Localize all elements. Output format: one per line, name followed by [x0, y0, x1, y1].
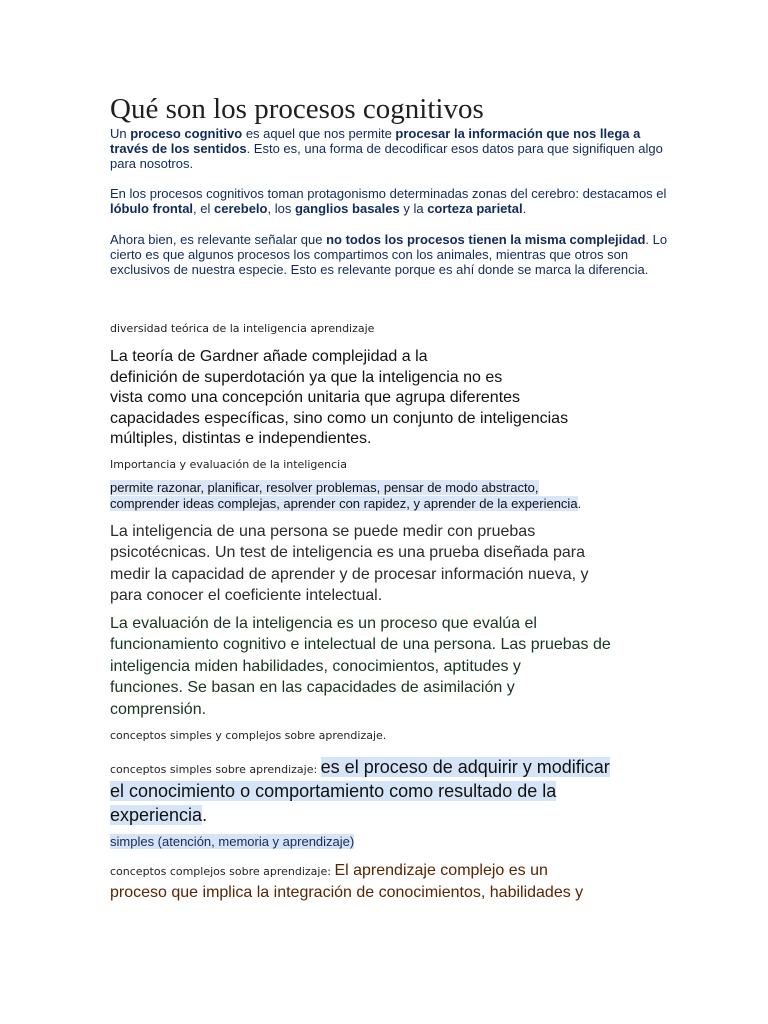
- intro-paragraph-3: [110, 232, 670, 277]
- complejos-paragraph: [110, 860, 670, 904]
- label-conceptos: conceptos simples y complejos sobre aprendizaje.: [110, 729, 387, 742]
- bold-text: procesar la información que nos llega a través de los sentidos: [110, 126, 641, 156]
- simples-label: conceptos simples sobre aprendizaje:: [110, 763, 321, 776]
- text-run: y la: [399, 201, 428, 216]
- text-run: Un: [110, 126, 131, 141]
- text-run: es aquel que nos permite: [242, 126, 396, 141]
- complejos-definition: El aprendizaje complejo es un proceso que implica la integración de conocimientos, habilidades y: [110, 862, 584, 901]
- simples-definition: es el proceso de adquirir y modificar el conocimiento o comportamiento como resultado de la experiencia: [110, 757, 610, 825]
- bold-text: cerebelo: [214, 201, 268, 216]
- simples-end: .: [202, 805, 208, 825]
- bold-text: ganglios basales: [294, 201, 400, 216]
- text-run: . Lo cierto es que algunos procesos los compartimos con los animales, mientras que otros son exclusivos de nuestra especie. Esto es relevante porque es ahí donde se marca la diferencia.: [110, 232, 668, 277]
- text-run: . Esto es, una forma de decodificar esos datos para que signifiquen algo para nosotros.: [110, 141, 663, 171]
- text-run: , los: [267, 201, 295, 216]
- permite-highlight: permite razonar, planificar, resolver problemas, pensar de modo abstracto, comprender ideas complejas, aprender con rapidez, y aprender de la experiencia: [110, 479, 578, 511]
- intro-paragraph-1: [110, 126, 670, 171]
- complejos-label: conceptos complejos sobre aprendizaje:: [110, 865, 335, 878]
- medir-paragraph: La inteligencia de una persona se puede medir con pruebas psicotécnicas. Un test de inteligencia es una prueba diseñada para medir la capacidad de aprender y de procesar información nueva, y para conocer el coeficiente intelectual.: [110, 522, 589, 604]
- label-importancia: Importancia y evaluación de la inteligencia: [110, 457, 347, 471]
- permite-end: .: [577, 495, 582, 511]
- simples-paragraph: [110, 756, 670, 828]
- document-page: [110, 92, 670, 904]
- text-run: , el: [193, 201, 215, 216]
- gardner-paragraph: La teoría de Gardner añade complejidad a la definición de superdotación ya que la inteligencia no es vista como una concepción unitaria que agrupa diferentes capacidades específicas, sino como un conjunto de inteligencias múltiples, distintas e independientes.: [110, 348, 569, 447]
- text-run: .: [522, 201, 527, 216]
- bold-text: corteza parietal: [427, 201, 523, 216]
- bold-text: proceso cognitivo: [130, 126, 243, 141]
- text-run: Ahora bien, es relevante señalar que: [110, 232, 327, 247]
- text-run: En los procesos cognitivos toman protagonismo determinadas zonas del cerebro: destacamos el: [110, 186, 667, 201]
- simples-paren-paragraph: [110, 833, 670, 851]
- evaluacion-paragraph: La evaluación de la inteligencia es un proceso que evalúa el funcionamiento cognitivo e intelectual de una persona. Las pruebas de inteligencia miden habilidades, conocimientos, aptitudes y funciones. Se basan en las capacidades de asimilación y comprensión.: [110, 614, 611, 718]
- simples-paren: simples (atención, memoria y aprendizaje): [110, 834, 355, 849]
- label-diversidad: diversidad teórica de la inteligencia aprendizaje: [110, 322, 375, 335]
- page-title: Qué son los procesos cognitivos: [110, 93, 484, 125]
- intro-paragraph-2: [110, 186, 670, 216]
- permite-paragraph: [110, 480, 670, 512]
- bold-text: no todos los procesos tienen la misma complejidad: [326, 232, 646, 247]
- bold-text: lóbulo frontal: [110, 201, 194, 216]
